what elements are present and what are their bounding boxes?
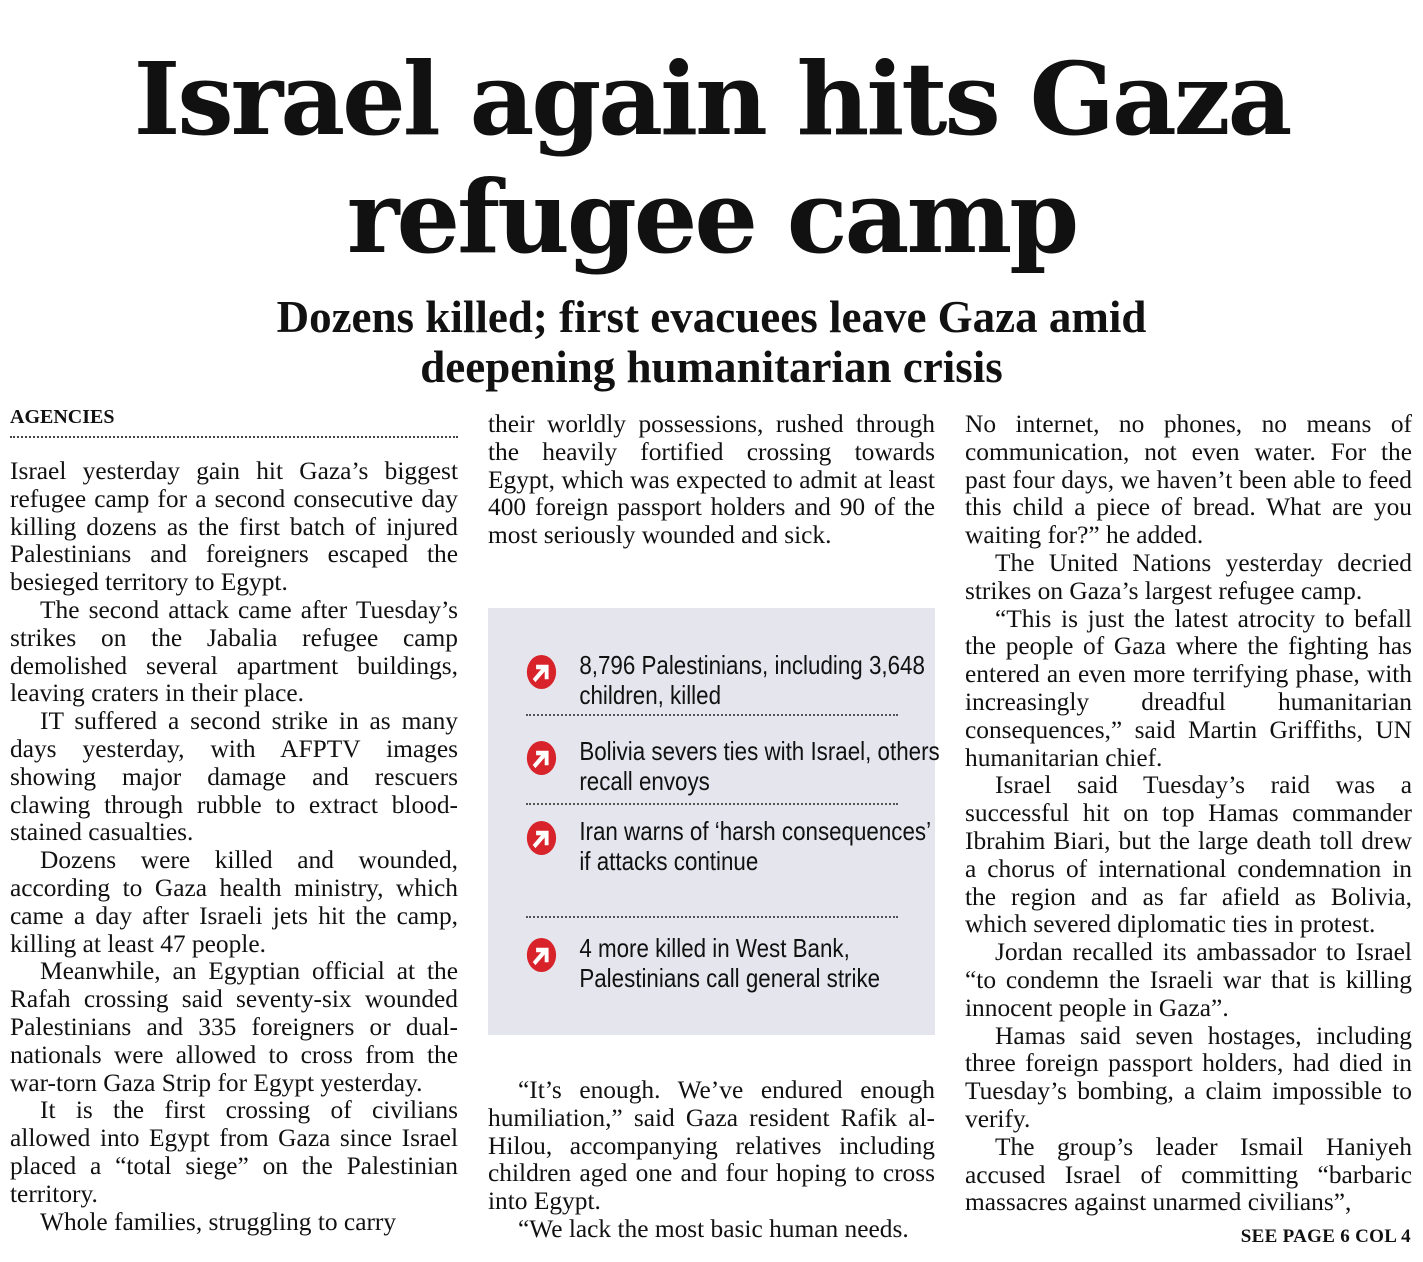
- arrow-up-right-icon: [526, 937, 557, 973]
- article-column-2-bottom: [488, 1077, 935, 1244]
- paragraph: Hamas said seven hostages, including three foreign passport holders, had died in Tuesday’s bombing, a claim impossible to verify.: [965, 1021, 1412, 1133]
- paragraph: Whole families, struggling to carry: [40, 1207, 397, 1236]
- fact-box: [488, 608, 940, 1035]
- paragraph: “It’s enough. We’ve endured enough humiliation,” said Gaza resident Rafik al-Hilou, accompanying relatives including children aged one and four hoping to cross into Egypt.: [488, 1076, 935, 1216]
- article-column-1: [10, 458, 458, 1236]
- paragraph: “This is just the latest atrocity to befall the people of Gaza where the fighting has entered an even more terrifying phase, with increasingly dreadful humanitarian consequences,” said Martin Griffiths, UN humanitarian chief.: [965, 604, 1412, 772]
- fact-text: 4 more killed in West Bank, Palestinians call general strike: [579, 933, 881, 993]
- subheadline-line-2: deepening humanitarian crisis: [420, 342, 1003, 392]
- headline-line-1: Israel again hits Gaza: [133, 40, 1290, 158]
- fact-text: 8,796 Palestinians, including 3,648 children, killed: [579, 650, 925, 710]
- byline: AGENCIES: [10, 404, 458, 438]
- fact-divider: [526, 714, 898, 716]
- arrow-up-right-icon: [526, 654, 557, 690]
- fact-divider: [526, 803, 898, 805]
- paragraph: IT suffered a second strike in as many days yesterday, with AFPTV images showing major damage and rescuers clawing through rubble to extract blood-stained casualties.: [10, 707, 458, 847]
- subheadline-line-1: Dozens killed; first evacuees leave Gaza amid: [276, 292, 1147, 342]
- paragraph: It is the first crossing of civilians allowed into Egypt from Gaza since Israel placed a “total siege” on the Palestinian territory.: [10, 1096, 458, 1208]
- paragraph: Jordan recalled its ambassador to Israel “to condemn the Israeli war that is killing innocent people in Gaza”.: [965, 938, 1412, 1022]
- paragraph: Israel said Tuesday’s raid was a successful hit on top Hamas commander Ibrahim Biari, but the large death toll drew a chorus of international condemnation in the region and as far afield as Bolivia, which severed diplomatic ties in protest.: [965, 771, 1412, 939]
- paragraph: The group’s leader Ismail Haniyeh accused Israel of committing “barbaric massacres against unarmed civilians”,: [965, 1132, 1412, 1217]
- paragraph: Meanwhile, an Egyptian official at the Rafah crossing said seventy-six wounded Palestinians and 335 foreigners or dual-nationals were allowed to cross from the war-torn Gaza Strip for Egypt yesterday.: [10, 957, 458, 1097]
- fact-text: Bolivia severs ties with Israel, others recall envoys: [579, 736, 940, 796]
- subheadline: [0, 292, 1423, 392]
- article-column-2-top: [488, 411, 935, 550]
- headline-line-2: refugee camp: [346, 158, 1077, 276]
- arrow-up-right-icon: [526, 820, 557, 856]
- fact-divider: [526, 916, 898, 918]
- paragraph: The second attack came after Tuesday’s strikes on the Jabalia refugee camp demolished several apartment buildings, leaving craters in their place.: [10, 595, 458, 708]
- continuation-note: SEE PAGE 6 COL 4: [1240, 1226, 1411, 1247]
- paragraph: The United Nations yesterday decried strikes on Gaza’s largest refugee camp.: [965, 548, 1412, 605]
- headline: [0, 40, 1423, 276]
- fact-text: Iran warns of ‘harsh consequences’ if attacks continue: [579, 816, 931, 876]
- arrow-up-right-icon: [526, 740, 557, 776]
- paragraph: No internet, no phones, no means of communication, not even water. For the past four days, we haven’t been able to feed this child a piece of bread. What are you waiting for?” he added.: [965, 410, 1412, 550]
- paragraph: their worldly possessions, rushed through the heavily fortified crossing towards Egypt, which was expected to admit at least 400 foreign passport holders and 90 of the most seriously wounded and sick.: [488, 410, 935, 550]
- paragraph: Israel yesterday gain hit Gaza’s biggest refugee camp for a second consecutive day killing dozens as the first batch of injured Palestinians and foreigners escaped the besieged territory to Egypt.: [10, 457, 458, 597]
- article-column-3: [965, 411, 1412, 1217]
- paragraph: Dozens were killed and wounded, according to Gaza health ministry, which came a day after Israeli jets hit the camp, killing at least 47 people.: [10, 846, 458, 958]
- paragraph: “We lack the most basic human needs.: [518, 1214, 909, 1243]
